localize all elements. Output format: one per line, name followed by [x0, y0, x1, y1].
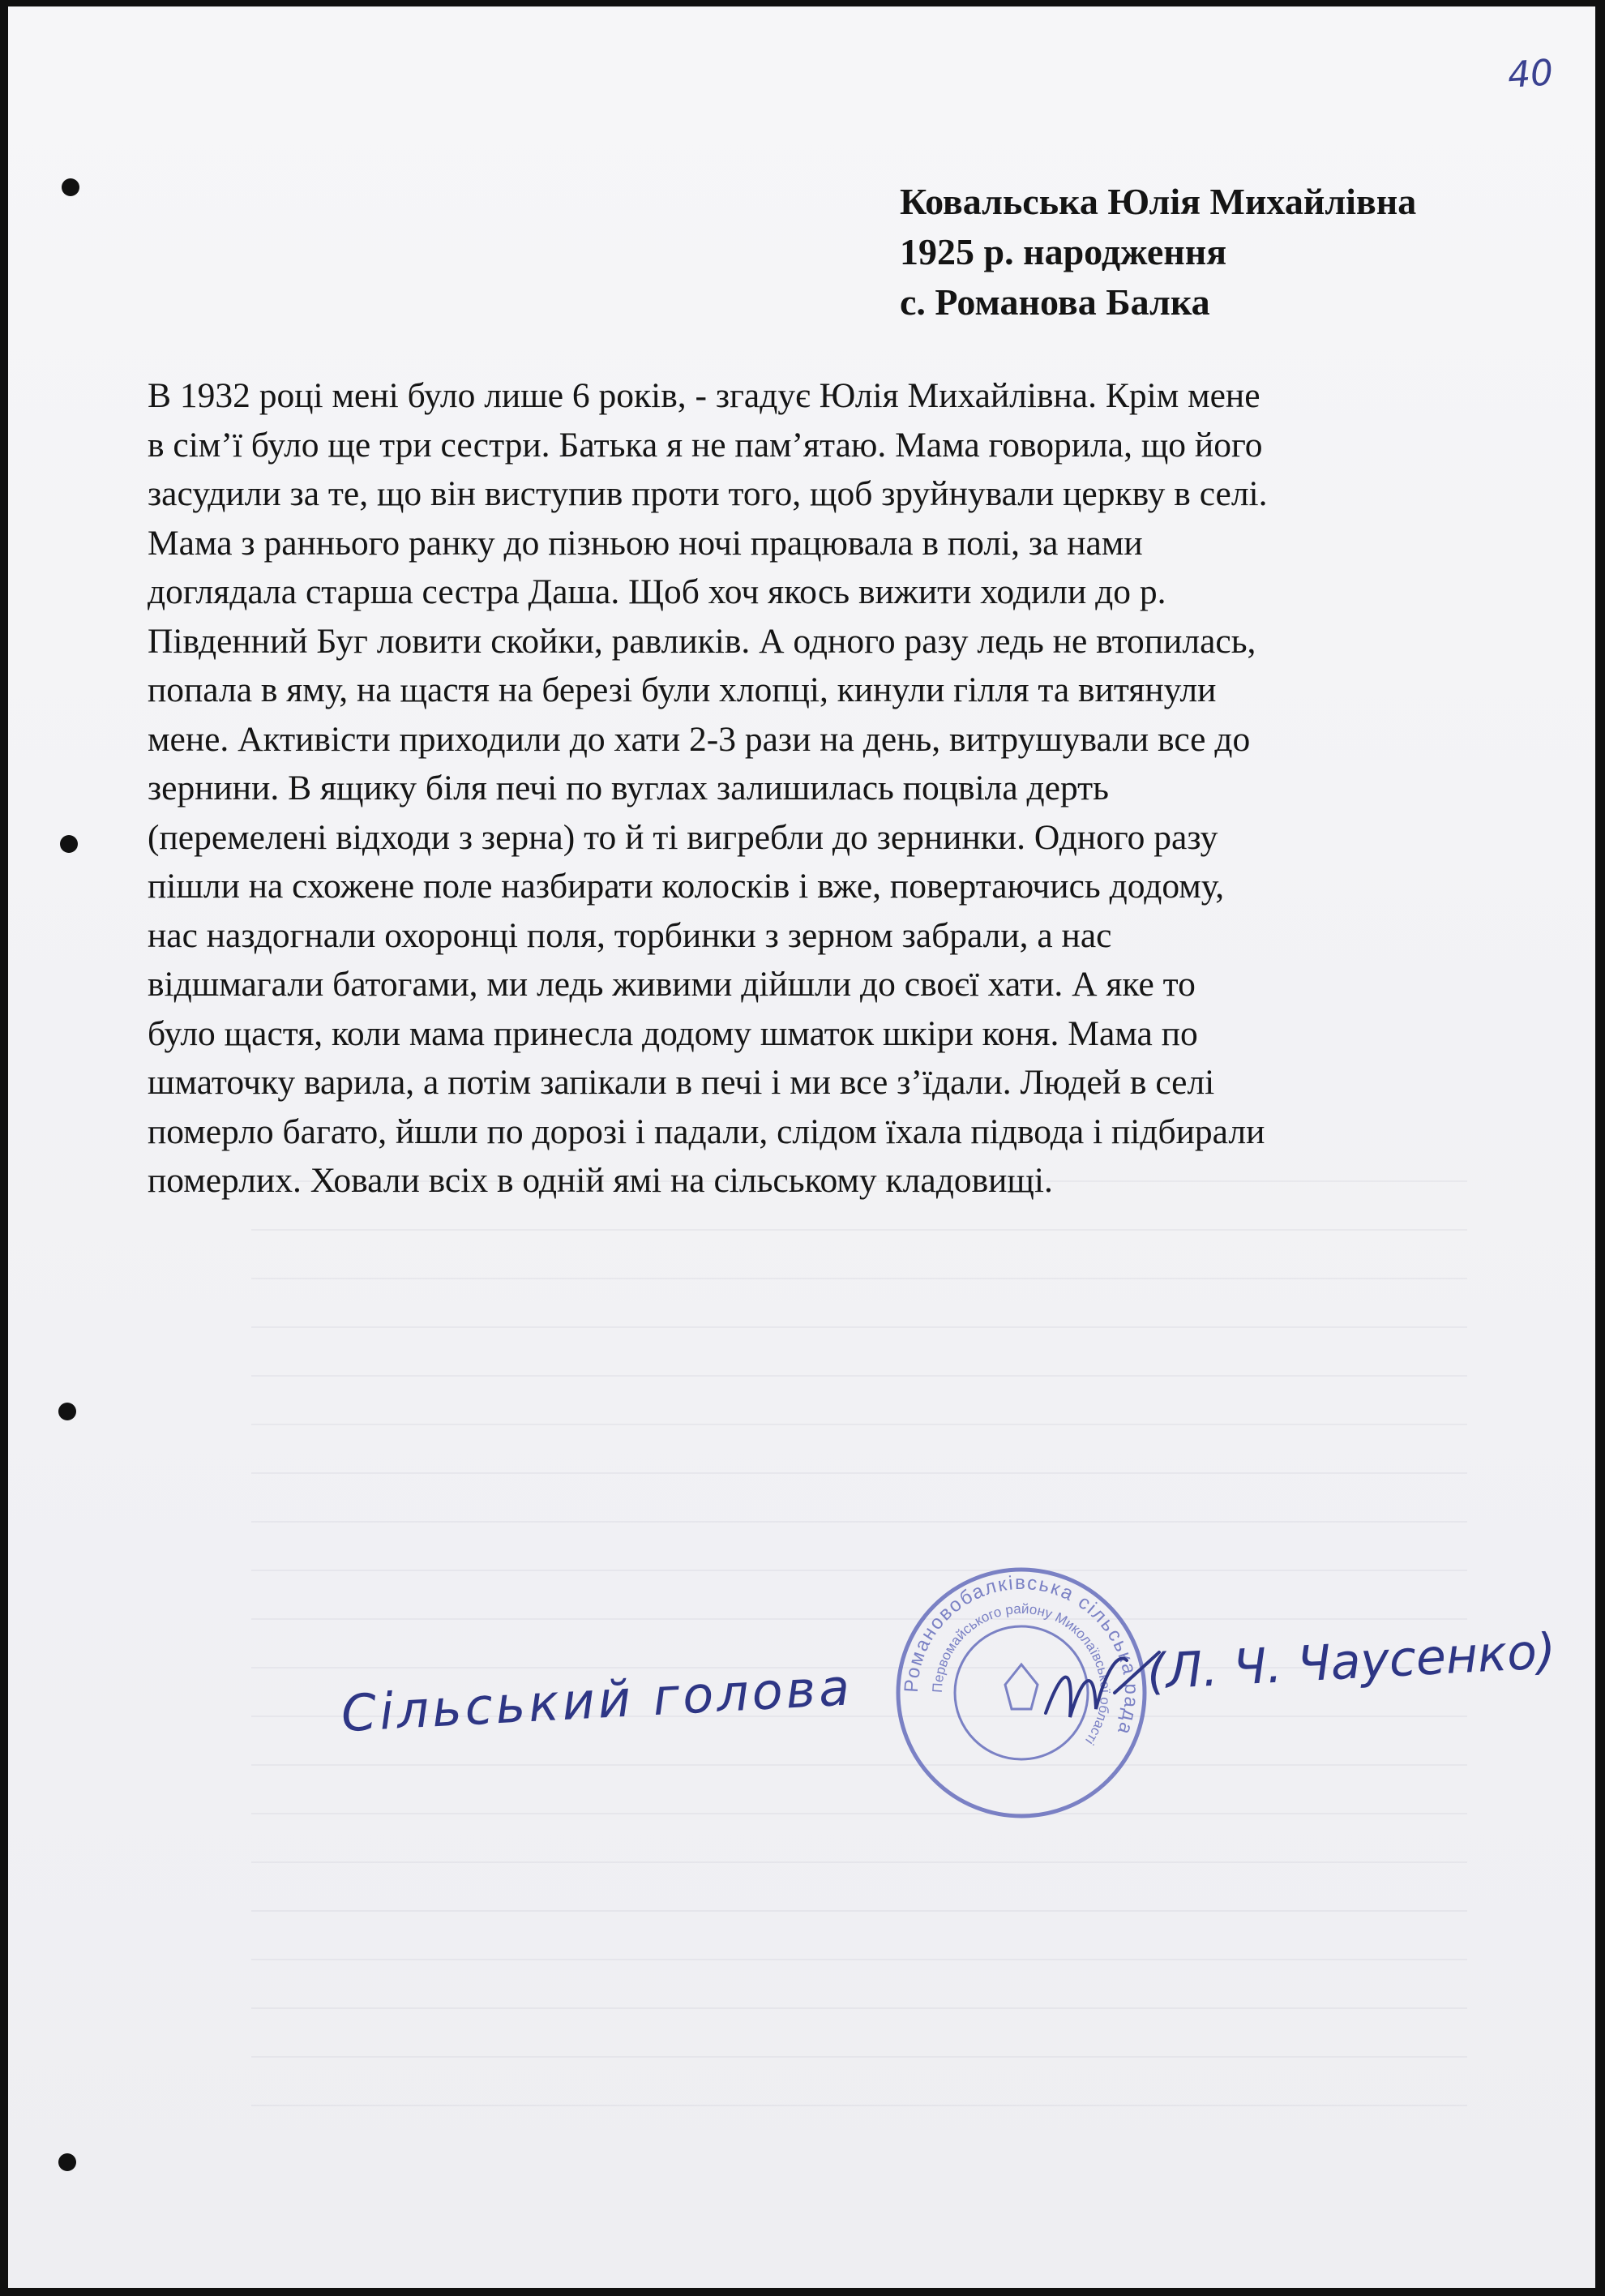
punch-hole — [60, 835, 78, 853]
signatory-name: (Л. Ч. Чаусенко) — [1145, 1622, 1557, 1702]
testimony-line: померлих. Ховали всіх в одній ямі на сільському кладовищі. — [148, 1161, 1053, 1200]
testimony-line: В 1932 році мені було лише 6 років, - згадує Юлія Михайлівна. Крім мене — [148, 376, 1260, 415]
handwritten-signature — [1038, 1636, 1175, 1741]
testimony-line: Мама з раннього ранку до пізньою ночі працювала в полі, за нами — [148, 523, 1143, 563]
testimony-line: було щастя, коли мама принесла додому шматок шкіри коня. Мама по — [148, 1013, 1198, 1053]
witness-name: Ковальська Юлія Михайлівна — [900, 181, 1417, 222]
witness-birth-year: 1925 р. народження — [900, 231, 1227, 272]
stamp-inner-text: Первомайського району Миколаївської області — [929, 1600, 1114, 1748]
testimony-line: мене. Активісти приходили до хати 2-3 рази на день, витрушували все до — [148, 719, 1251, 759]
testimony-line: (перемелені відходи з зерна) то й ті вигребли до зернинки. Одного разу — [148, 817, 1218, 857]
testimony-line: пішли на схожене поле назбирати колосків і вже, повертаючись додому, — [148, 867, 1225, 906]
witness-village: с. Романова Балка — [900, 281, 1210, 323]
testimony-line: відшмагали батогами, ми ледь живими дійшли до своєї хати. А яке то — [148, 965, 1196, 1004]
testimony-line: померло багато, йшли по дорозі і падали, слідом їхала підвода і підбирали — [148, 1112, 1265, 1151]
punch-hole — [58, 2153, 76, 2171]
page-number: 40 — [1506, 52, 1555, 96]
testimony-text — [148, 371, 1558, 1206]
testimony-line: шматочку варила, а потім запікали в печі і ми все з’їдали. Людей в селі — [148, 1063, 1215, 1102]
stamp-outer-text: Романовобалківська сільська рада — [900, 1571, 1143, 1739]
witness-header — [900, 177, 1416, 328]
punch-hole — [58, 1403, 76, 1420]
testimony-line: доглядала старша сестра Даша. Щоб хоч якось вижити ходили до р. — [148, 572, 1166, 611]
testimony-line: нас наздогнали охоронці поля, торбинки з зерном забрали, а нас — [148, 915, 1112, 955]
punch-hole — [62, 178, 79, 196]
testimony-line: Південний Буг ловити скойки, равликів. А одного разу ледь не втопилась, — [148, 621, 1256, 661]
testimony-line: в сім’ї було ще три сестри. Батька я не пам’ятаю. Мама говорила, що його — [148, 425, 1263, 465]
testimony-line: зернини. В ящику біля печі по вуглах залишилась поцвіла дерть — [148, 769, 1110, 807]
signatory-role: Сільський голова — [340, 1657, 854, 1744]
bleed-through-lines — [251, 1133, 1467, 2106]
testimony-line: попала в яму, на щастя на березі були хлопці, кинули гілля та витянули — [148, 670, 1217, 709]
testimony-line: засудили за те, що він виступив проти того, щоб зруйнували церкву в селі. — [148, 474, 1268, 513]
document-page — [8, 6, 1595, 2288]
